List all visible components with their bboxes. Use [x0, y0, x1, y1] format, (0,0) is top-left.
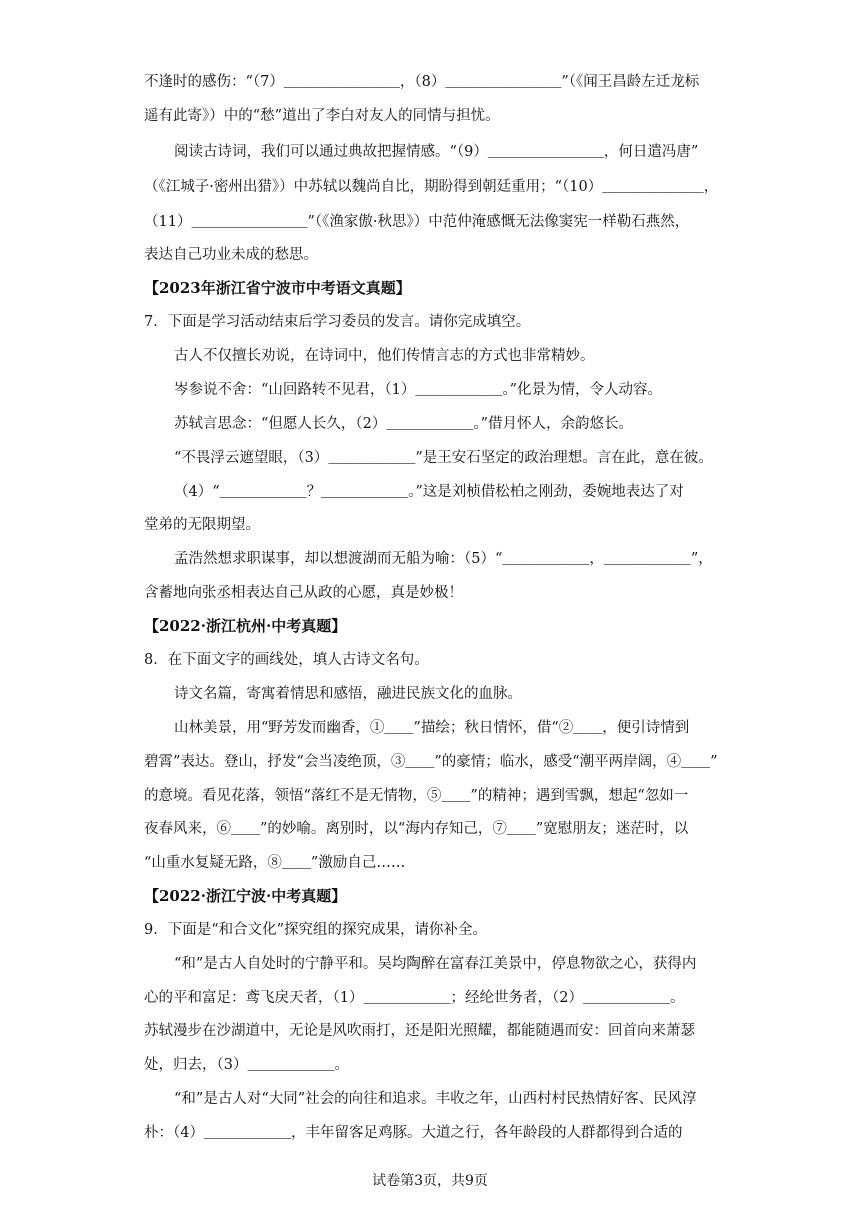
text-line: “山重水复疑无路，⑧＿＿”激励自己……: [144, 855, 406, 871]
page-footer: 试卷第3页，共9页: [372, 1173, 488, 1189]
text-line: （《江城子·密州出猎》）中苏轼以魏尚自比，期盼得到朝廷重用；“（10）＿＿＿＿＿＿＿，: [144, 179, 719, 195]
text-line: “和”是古人对“大同”社会的向往和追求。丰收之年，山西村村民热情好客、民风淳: [174, 1091, 697, 1107]
text-line: 朴：（4）＿＿＿＿＿＿，丰年留客足鸡豚。大道之行，各年龄段的人群都得到合适的: [144, 1125, 683, 1141]
text-line: 古人不仅擅长劝说，在诗词中，他们传情言志的方式也非常精妙。: [174, 348, 595, 364]
text-line: 含蓄地向张丞相表达自己从政的心愿，真是妙极！: [144, 585, 463, 601]
text-line: 心的平和富足：鸢飞戾天者，（1）＿＿＿＿＿＿；经纶世务者，（2）＿＿＿＿＿＿。: [144, 990, 685, 1006]
text-line: （11）＿＿＿＿＿＿＿＿”（《渔家傲·秋思》）中范仲淹感慨无法像窦宪一样勒石燕然，: [144, 214, 690, 230]
text-line: 遥有此寄》）中的“愁”道出了李白对友人的同情与担忧。: [144, 108, 500, 124]
text-line: 的意境。看见花落，领悟“落红不是无情物，⑤＿＿”的精神；遇到雪飘，想起“忽如一: [144, 788, 689, 804]
question-title: 7．下面是学习活动结束后学习委员的发言。请你完成填空。: [144, 314, 531, 330]
section-heading: 【2022·浙江宁波·中考真题】: [144, 887, 347, 905]
text-line: 夜春风来，⑥＿＿”的妙喻。离别时，以“海内存知己，⑦＿＿”宽慰朋友；迷茫时，以: [144, 821, 689, 837]
text-line: “不畏浮云遮望眼，（3）＿＿＿＿＿＿”是王安石坚定的政治理想。言在此，意在彼。: [174, 450, 713, 466]
text-line: “和”是古人自处时的宁静平和。吴均陶醉在富春江美景中，停息物欲之心，获得内: [174, 956, 697, 972]
text-line: 岑参说不舍：“山回路转不见君，（1）＿＿＿＿＿＿。”化景为情，令人动容。: [174, 382, 663, 398]
text-line: 处，归去，（3）＿＿＿＿＿＿。: [144, 1057, 349, 1073]
text-line: 不逢时的感伤：“（7）＿＿＿＿＿＿＿＿，（8）＿＿＿＿＿＿＿＿”（《闻王昌龄左迁龙标: [144, 74, 700, 90]
section-heading: 【2022·浙江杭州·中考真题】: [144, 617, 347, 635]
text-line: 阅读古诗词，我们可以通过典故把握情感。“（9）＿＿＿＿＿＿＿＿，何日遣冯唐”: [174, 144, 699, 160]
text-line: 苏轼漫步在沙湖道中，无论是风吹雨打，还是阳光照耀，都能随遇而安：回首向来萧瑟: [144, 1023, 695, 1039]
text-line: 碧霄”表达。登山，抒发“会当凌绝顶，③＿＿”的豪情；临水，感受“潮平两岸阔，④＿＿”: [144, 754, 718, 770]
text-line: 堂弟的无限期望。: [144, 517, 260, 533]
text-line: 表达自己功业未成的愁思。: [144, 247, 318, 263]
question-title: 9．下面是“和合文化”探究组的探究成果，请你补全。: [144, 922, 488, 938]
text-line: 诗文名篇，寄寓着情思和感悟，融进民族文化的血脉。: [174, 686, 522, 702]
section-heading: 【2023年浙江省宁波市中考语文真题】: [144, 279, 411, 297]
text-line: 孟浩然想求职谋事，却以想渡湖而无船为喻：（5）“＿＿＿＿＿＿，＿＿＿＿＿＿”，: [174, 551, 713, 567]
text-line: 山林美景，用“野芳发而幽香，①＿＿”描绘；秋日情怀，借“②＿＿，便引诗情到: [174, 720, 690, 736]
text-line: 苏轼言思念：“但愿人长久，（2）＿＿＿＿＿＿。”借月怀人，余韵悠长。: [174, 416, 634, 432]
question-title: 8．在下面文字的画线处，填人古诗文名句。: [144, 652, 429, 668]
text-line: （4）“＿＿＿＿＿＿？＿＿＿＿＿＿。”这是刘桢借松柏之刚劲，委婉地表达了对: [174, 484, 684, 500]
